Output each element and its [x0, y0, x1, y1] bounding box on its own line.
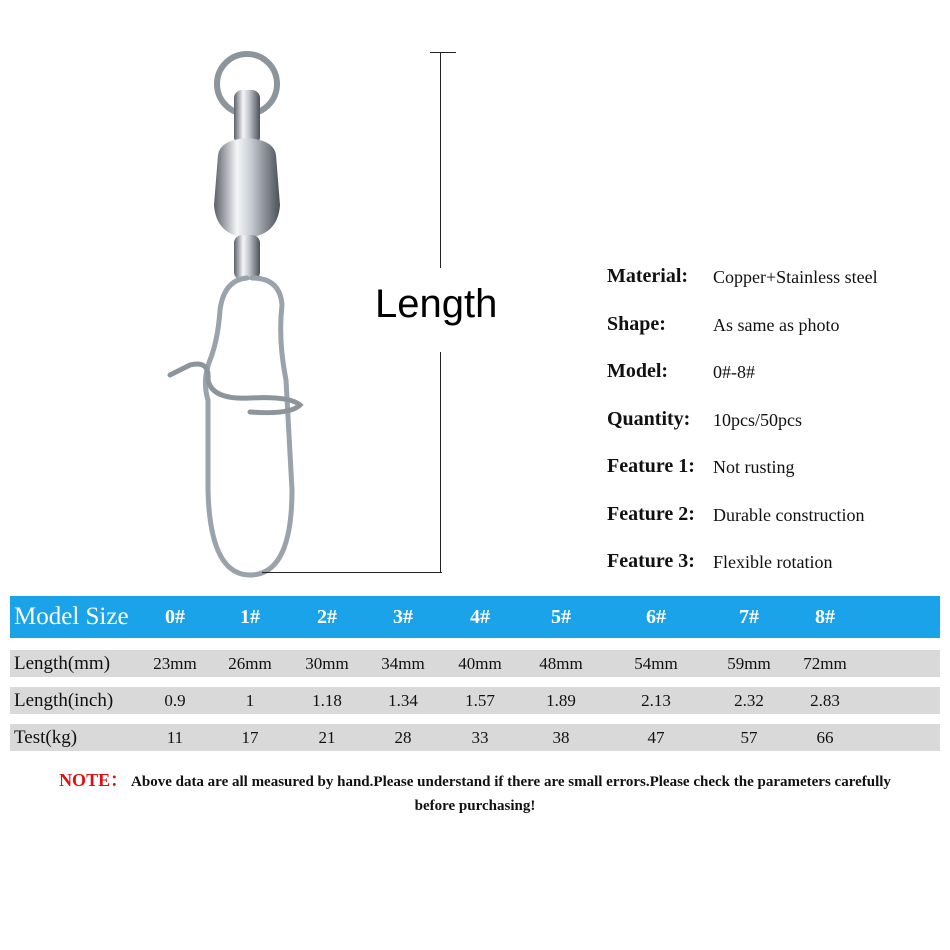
spec-key: Feature 2:	[607, 502, 695, 525]
spec-row-model	[607, 360, 947, 408]
table-header-cell: 2#	[317, 605, 337, 628]
spec-value: Not rusting	[713, 457, 795, 477]
swivel-barrel	[214, 138, 280, 238]
note-text-line1: Above data are all measured by hand.Please understand if there are small errors.Please check the parameters carefully	[131, 774, 891, 790]
table-cell: 33	[471, 727, 489, 747]
table-cell: 38	[552, 727, 570, 747]
snap-swivel-illustration	[150, 20, 320, 580]
table-row	[10, 650, 940, 677]
table-row	[10, 724, 940, 751]
table-header-cell: 4#	[470, 605, 490, 628]
spec-key: Model:	[607, 360, 669, 382]
table-cell: 1.89	[546, 690, 576, 710]
spec-row-shape	[607, 313, 947, 361]
table-cell: 0.9	[164, 690, 186, 710]
table-header-cell: 7#	[739, 605, 759, 628]
spec-key: Quantity:	[607, 407, 691, 430]
table-cell: 2.32	[734, 690, 764, 710]
table-cell: 57	[740, 727, 758, 747]
snap-clasp	[170, 364, 300, 413]
spec-value: Flexible rotation	[713, 552, 833, 572]
note-label: NOTE：	[59, 770, 129, 790]
spec-value: Copper+Stainless steel	[713, 267, 878, 287]
snap-wire	[205, 278, 292, 575]
table-cell: 11	[166, 727, 184, 747]
table-cell: 72mm	[803, 653, 847, 673]
spec-value: 10pcs/50pcs	[713, 409, 802, 430]
table-cell: 47	[647, 727, 665, 747]
table-cell: 34mm	[381, 653, 425, 673]
table-cell: 1	[245, 690, 255, 710]
table-cell: 23mm	[153, 653, 197, 673]
dimension-label: Length	[375, 282, 498, 326]
spec-list	[607, 265, 947, 598]
table-cell: 2.13	[641, 690, 671, 710]
spec-key: Shape:	[607, 312, 666, 335]
dimension-tick-bottom	[262, 572, 442, 573]
spec-row-material	[607, 265, 947, 313]
dimension-tick-top	[430, 52, 456, 53]
size-table	[10, 596, 940, 751]
spec-key: Feature 1:	[607, 455, 695, 477]
note-text-line2: before purchasing!	[414, 798, 536, 814]
table-cell: 1.34	[388, 690, 418, 710]
table-cell: 59mm	[727, 653, 771, 673]
table-row	[10, 687, 940, 714]
table-cell: 26mm	[228, 653, 272, 673]
table-header-cell: 5#	[551, 605, 571, 628]
table-cell: 21	[318, 727, 336, 747]
table-header-cell: 1#	[240, 605, 260, 628]
table-cell: 1.18	[312, 690, 342, 710]
table-cell: 28	[394, 727, 412, 747]
table-cell: 54mm	[634, 653, 678, 673]
table-header-cell: 3#	[393, 605, 413, 628]
spec-value: Durable construction	[713, 504, 865, 525]
table-row-label: Length(mm)	[14, 652, 111, 674]
swivel-lower-neck	[234, 235, 260, 280]
table-cell: 40mm	[458, 653, 502, 673]
table-header-cell: 0#	[165, 605, 185, 628]
table-row-label: Length(inch)	[14, 689, 114, 711]
table-cell: 17	[241, 727, 259, 747]
table-header	[10, 596, 940, 638]
table-cell: 30mm	[305, 653, 349, 673]
table-cell: 1.57	[465, 690, 495, 710]
table-cell: 48mm	[539, 653, 583, 673]
spec-row-feature-2	[607, 503, 947, 551]
table-cell: 2.83	[810, 690, 840, 710]
spec-key: Material:	[607, 265, 689, 287]
spec-row-quantity	[607, 408, 947, 456]
table-header-cell: 6#	[646, 605, 666, 628]
table-header-cell: 8#	[815, 605, 835, 628]
spec-value: 0#-8#	[713, 362, 755, 382]
spec-row-feature-3	[607, 550, 947, 598]
table-row-label: Test(kg)	[14, 726, 78, 748]
swivel-upper-neck	[234, 90, 260, 145]
spec-row-feature-1	[607, 455, 947, 503]
table-header-cell: Model Size	[14, 603, 129, 630]
disclaimer-note	[10, 768, 940, 818]
table-cell: 66	[816, 727, 834, 747]
spec-value: As same as photo	[713, 314, 840, 335]
spec-key: Feature 3:	[607, 550, 695, 572]
